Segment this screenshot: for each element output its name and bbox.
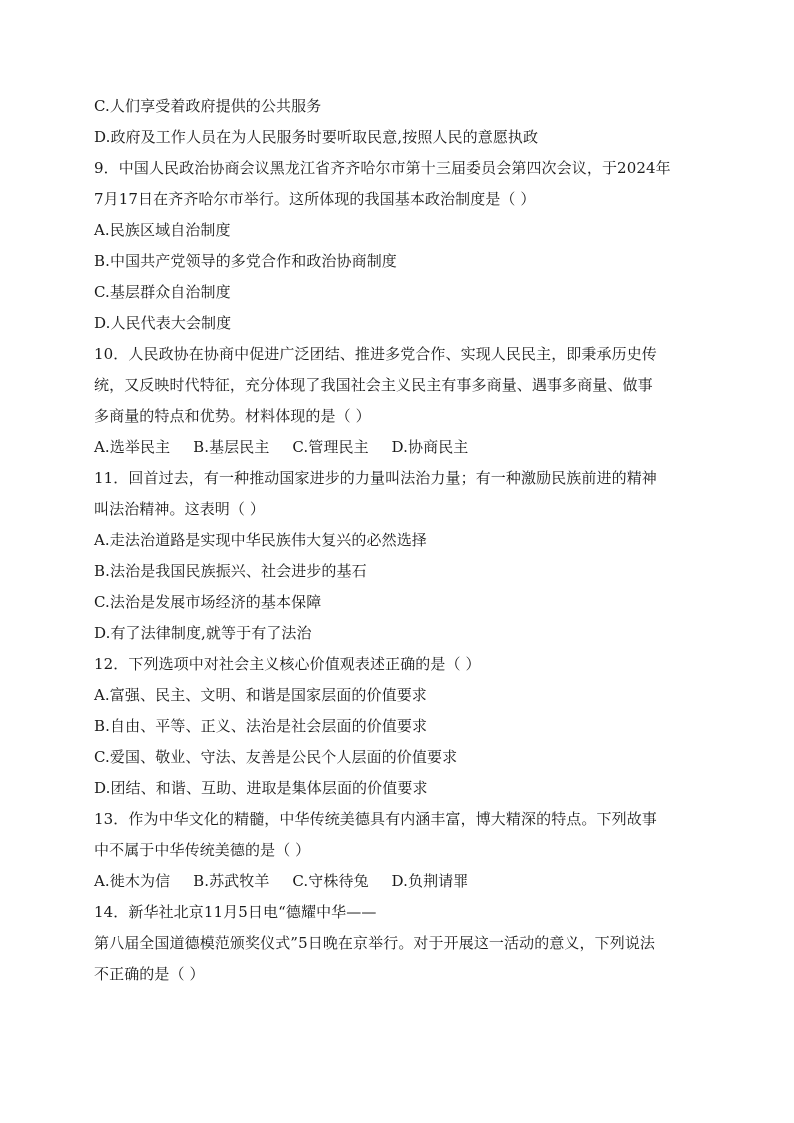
question-10-options: [94, 432, 704, 463]
question-13-line-2: 中不属于中华传统美德的是（ ）: [94, 841, 311, 859]
option-12c: C.爱国、敬业、守法、友善是公民个人层面的价值要求: [94, 748, 458, 766]
question-14-line-3: 不正确的是（ ）: [94, 965, 205, 983]
option-9c: C.基层群众自治制度: [94, 283, 231, 301]
question-14-line-2: 第八届全国道德模范颁奖仪式”5日晚在京举行。对于开展这一活动的意义，下列说法: [94, 934, 656, 952]
question-10-line-3: 多商量的特点和优势。材料体现的是（ ）: [94, 407, 371, 425]
document-content: [94, 91, 704, 990]
option-8c: C.人们享受着政府提供的公共服务: [94, 97, 322, 115]
option-10c: C.管理民主: [292, 438, 369, 456]
question-9-line-2: 7月17日在齐齐哈尔市举行。这所体现的我国基本政治制度是（ ）: [94, 190, 536, 208]
option-9b: B.中国共产党领导的多党合作和政治协商制度: [94, 252, 397, 270]
option-11b: B.法治是我国民族振兴、社会进步的基石: [94, 562, 367, 580]
question-11-line-1: 11．回首过去，有一种推动国家进步的力量叫法治力量；有一种激励民族前进的精神: [94, 469, 657, 487]
question-13-line-1: 13．作为中华文化的精髓，中华传统美德具有内涵丰富，博大精深的特点。下列故事: [94, 810, 657, 828]
question-10-line-2: 统，又反映时代特征，充分体现了我国社会主义民主有事多商量、遇事多商量、做事: [94, 376, 653, 394]
option-12d: D.团结、和谐、互助、进取是集体层面的价值要求: [94, 779, 428, 797]
question-12: 12．下列选项中对社会主义核心价值观表述正确的是（ ）: [94, 655, 481, 673]
option-12b: B.自由、平等、正义、法治是社会层面的价值要求: [94, 717, 428, 735]
question-11-line-2: 叫法治精神。这表明（ ）: [94, 500, 265, 518]
option-12a: A.富强、民主、文明、和谐是国家层面的价值要求: [94, 686, 427, 704]
option-10a: A.选举民主: [94, 438, 171, 456]
option-10d: D.协商民主: [391, 438, 469, 456]
option-11a: A.走法治道路是实现中华民族伟大复兴的必然选择: [94, 531, 427, 549]
option-13b: B.苏武牧羊: [193, 872, 270, 890]
option-13c: C.守株待兔: [292, 872, 369, 890]
option-11c: C.法治是发展市场经济的基本保障: [94, 593, 322, 611]
question-9-line-1: 9．中国人民政治协商会议黑龙江省齐齐哈尔市第十三届委员会第四次会议，于2024年: [94, 159, 671, 177]
option-13d: D.负荆请罪: [391, 872, 469, 890]
option-13a: A.徙木为信: [94, 872, 171, 890]
option-11d: D.有了法律制度,就等于有了法治: [94, 624, 312, 642]
option-10b: B.基层民主: [193, 438, 270, 456]
option-8d: D.政府及工作人员在为人民服务时要听取民意,按照人民的意愿执政: [94, 128, 539, 146]
option-9a: A.民族区域自治制度: [94, 221, 231, 239]
question-10-line-1: 10．人民政协在协商中促进广泛团结、推进多党合作、实现人民民主，即秉承历史传: [94, 345, 657, 363]
option-9d: D.人民代表大会制度: [94, 314, 232, 332]
question-13-options: [94, 866, 704, 897]
question-14-line-1: 14．新华社北京11月5日电“德耀中华——: [94, 903, 377, 921]
